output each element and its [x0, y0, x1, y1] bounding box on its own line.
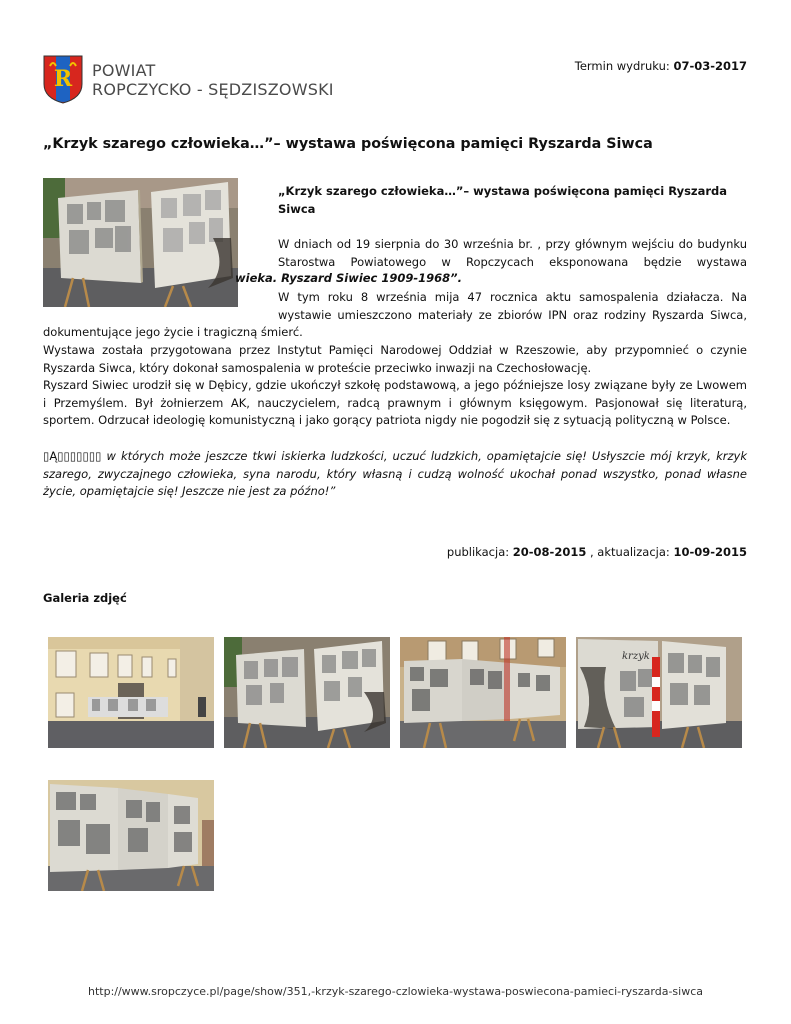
print-date-label: Termin wydruku:	[574, 59, 670, 73]
publication-label: publikacja:	[446, 545, 510, 559]
paragraph-1-line-2: Starostwa Powiatowego w Ropczycach eksponowana będzie wystawa	[278, 254, 747, 269]
svg-text:krzyk: krzyk	[622, 651, 650, 662]
gallery-title: Galeria zdjęć	[43, 591, 127, 605]
main-photo[interactable]	[43, 178, 238, 307]
paragraph-3: Wystawa została przygotowana przez Instytut Pamięci Narodowej Oddział w Rzeszowie, aby przypomnieć o czynie Ryszarda Siwca, który dokonał samospalenia w proteście przeciwko inwazji na Czechosłowację.	[43, 343, 747, 375]
page-title: „Krzyk szarego człowieka…”– wystawa poświęcona pamięci Ryszarda Siwca	[43, 136, 653, 152]
paragraph-2-line-1: W tym roku 8 września mija 47 rocznica aktu samospalenia działacza. Na	[278, 290, 747, 304]
article-subtitle: „Krzyk szarego człowieka…”– wystawa poświęcona pamięci Ryszarda Siwca	[278, 184, 728, 216]
gallery-photo-3[interactable]	[400, 637, 566, 748]
quote-prefix: ▯Ą▯▯▯▯▯▯▯	[43, 449, 102, 463]
logo-text-line1: POWIAT	[92, 61, 156, 80]
quote-paragraph	[43, 448, 747, 501]
print-date-value: 07-03-2017	[673, 59, 747, 73]
gallery-photo-2[interactable]	[224, 637, 390, 748]
gallery-photo-1[interactable]	[48, 637, 214, 748]
paragraph-2-line-3: dokumentujące jego życie i tragiczną śmierć.	[43, 325, 303, 340]
publication-date: 20-08-2015	[512, 545, 587, 559]
county-logo	[42, 54, 342, 108]
quote-text: w których może jeszcze tkwi iskierka ludzkości, uczuć ludzkich, opamiętajcie się! Usłyszcie mój krzyk, krzyk szarego, zwyczajnego człowieka, syna narodu, który własną i cudzą wolność ukochał ponad wszystko, ponad własne życie, opamiętajcie się! Jeszcze nie jest za późno!”	[43, 449, 747, 499]
update-date: 10-09-2015	[673, 545, 747, 559]
gallery-photo-5[interactable]	[48, 780, 214, 891]
svg-text:R: R	[53, 66, 73, 92]
paragraph-2-line-2: wystawie umieszczono materiały ze zbiorów IPN oraz rodziny Ryszarda Siwca,	[278, 307, 747, 322]
print-date	[575, 59, 747, 73]
paragraph-1-line-1: W dniach od 19 sierpnia do 30 września br. , przy głównym wejściu do budynku	[278, 237, 747, 251]
crest-icon	[42, 54, 84, 104]
publication-info	[447, 545, 747, 559]
gallery-photo-4[interactable]	[576, 637, 742, 748]
paragraph-1-line-3: wieka. Ryszard Siwiec 1909-1968”.	[235, 271, 462, 285]
update-label: , aktualizacja:	[590, 545, 670, 559]
logo-text-line2: ROPCZYCKO - SĘDZISZOWSKI	[92, 80, 334, 99]
footer-url[interactable]: http://www.sropczyce.pl/page/show/351,-krzyk-szarego-czlowieka-wystawa-poswiecona-pamieci-ryszarda-siwca	[87, 985, 703, 998]
paragraph-4: Ryszard Siwiec urodził się w Dębicy, gdzie ukończył szkołę podstawową, a jego późniejsze losy związane były ze Lwowem i Przemyślem. Był żołnierzem AK, nauczycielem, radcą prawnym i głównym księgowym. Pasjonował się literaturą, sportem. Odrzucał ideologię komunistyczną i jako gorący patriota nigdy nie pogodził się z sytuacją polityczną w Polsce.	[43, 378, 747, 428]
